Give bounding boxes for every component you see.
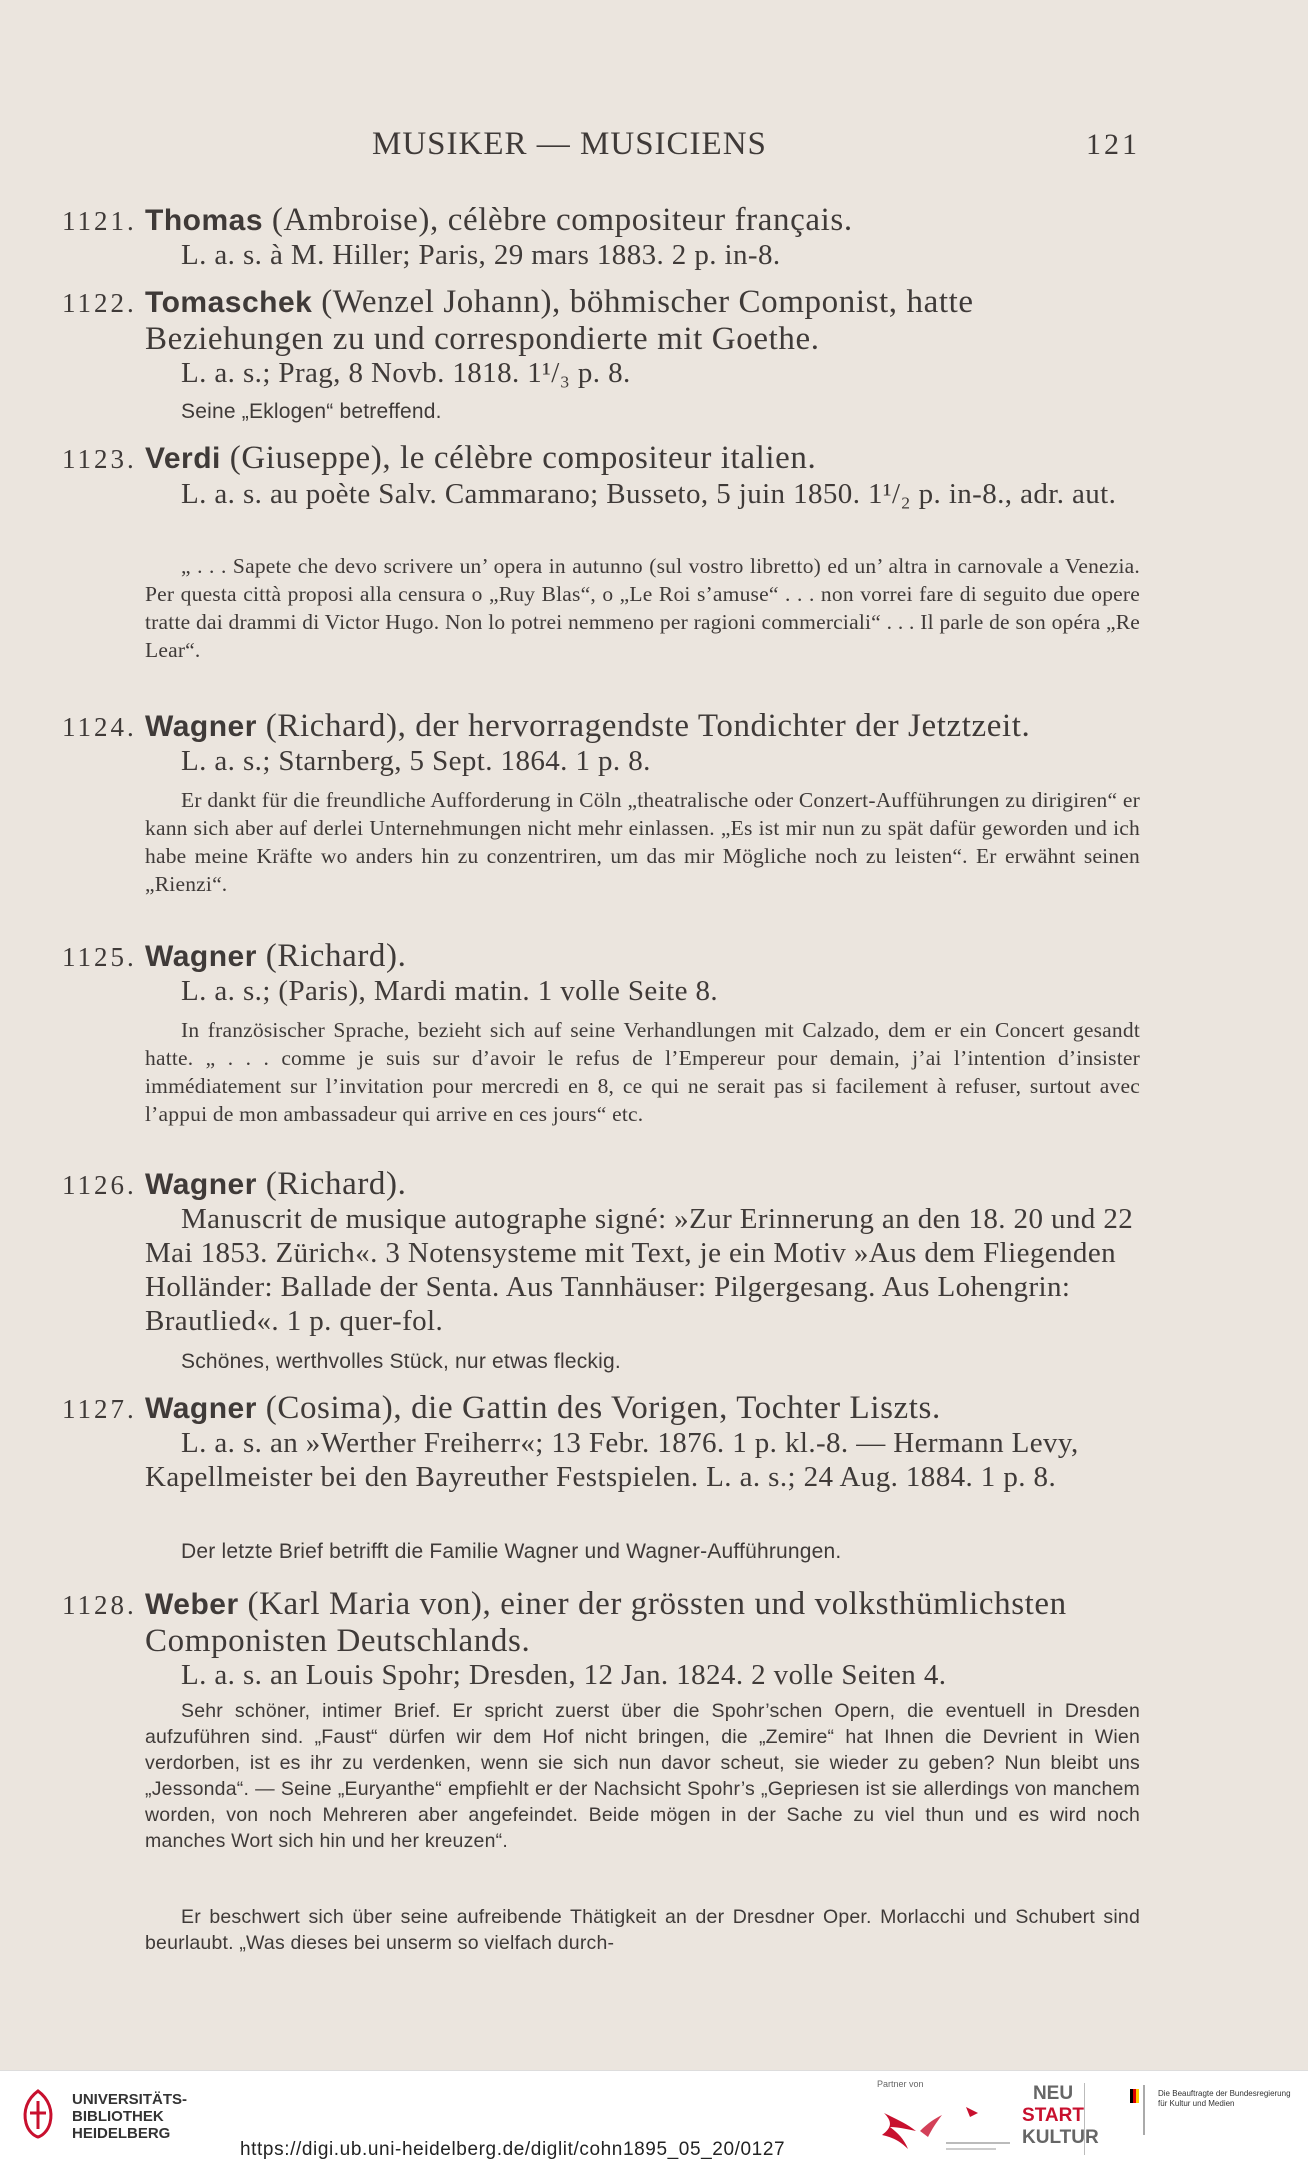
entry-note-continued: Er beschwert sich über seine aufreibende Thätigkeit an der Dresdner Oper. Morlacchi und Schubert sind beurlaubt. „Was dieses bei unserm so vielfach durch- <box>145 1906 1140 1954</box>
entry-heading <box>145 1166 1140 1203</box>
entry-description: L. a. s. à M. Hiller; Paris, 29 mars 1883. 2 p. in-8. <box>181 239 781 271</box>
entry-heading-text: (Cosima), die Gattin des Vorigen, Tochter Liszts. <box>256 1390 941 1426</box>
entry-number: 1121. <box>62 206 137 236</box>
entry-number: 1124. <box>62 712 137 742</box>
entry-description: L. a. s.; Prag, 8 Novb. 1818. 1¹/₃ p. 8. <box>181 357 631 389</box>
entry-number: 1126. <box>62 1170 137 1200</box>
entry-heading <box>145 938 1140 975</box>
library-name-line: UNIVERSITÄTS- <box>72 2091 188 2108</box>
entry-name: Weber <box>145 1588 239 1621</box>
neustart-kultur-logo[interactable] <box>1022 2083 1099 2155</box>
entry-description: L. a. s.; (Paris), Mardi matin. 1 volle Seite 8. <box>181 975 719 1007</box>
bkm-name <box>1158 2089 1291 2109</box>
entry-number: 1125. <box>62 942 137 972</box>
library-name[interactable] <box>72 2091 187 2142</box>
entry-name: Wagner <box>145 1392 257 1425</box>
bkm-name-line: für Kultur und Medien <box>1158 2099 1235 2108</box>
university-seal-icon <box>18 2089 58 2139</box>
entry-number: 1127. <box>62 1394 137 1424</box>
entry-heading-text: (Richard). <box>256 1166 407 1202</box>
entry-heading <box>145 1586 1140 1659</box>
entry-name: Verdi <box>145 442 221 475</box>
deutsche-digitale-bibliothek-logo-icon[interactable] <box>876 2093 1016 2155</box>
neustart-text: KULTUR <box>1022 2127 1099 2148</box>
entry-heading <box>145 1390 1140 1427</box>
bkm-name-line: Die Beauftragte der Bundesregierung <box>1158 2089 1291 2098</box>
entry-heading-text: (Karl Maria von), einer der grössten und volksthümlichsten Componisten Deutschlands. <box>145 1586 1067 1659</box>
entry-note: Sehr schöner, intimer Brief. Er spricht zuerst über die Spohr’schen Opern, die eventuell in Dresden aufzuführen sind. „Faust“ dürfen wir dem Hof nicht bringen, die „Zemire“ hat Ihnen die Devrient in Wien verdorben, ist es ihr zu verdenken, wenn sie sich nun davor scheut, sie wieder zu geben? Nun bleibt uns „Jessonda“. — Seine „Euryanthe“ empfiehlt er der Nachsicht Spohr’s „Gepriesen ist sie allerdings von manchem worden, von noch Mehreren aber angefeindet. Beide mögen in der Sache zu viel thun und es wird noch manches Wort sich hin und her kreuzen“. <box>145 1700 1140 1852</box>
entry-heading-text: (Richard). <box>256 938 407 974</box>
entry-description: Manuscrit de musique autographe signé: »Zur Erinnerung an den 18. 20 und 22 Mai 1853. Zürich«. 3 Notensysteme mit Text, je ein Motiv »Aus dem Fliegenden Holländer: Ballade der Senta. Aus Tannhäuser: Pilgergesang. Aus Lohengrin: Brautlied«. 1 p. quer-fol. <box>145 1203 1134 1337</box>
entry-heading-text: (Richard), der hervorragendste Tondichter der Jetztzeit. <box>256 708 1031 744</box>
entry-name: Wagner <box>145 940 257 973</box>
entry-name: Tomaschek <box>145 286 313 319</box>
federal-eagle-icon <box>1128 2085 1152 2135</box>
permalink[interactable]: https://digi.ub.uni-heidelberg.de/diglit/cohn1895_05_20/0127 <box>240 2139 786 2160</box>
entry-description: L. a. s. an »Werther Freiherr«; 13 Febr. 1876. 1 p. kl.-8. — Hermann Levy, Kapellmeister bei den Bayreuther Festspielen. L. a. s.; 24 Aug. 1884. 1 p. 8. <box>145 1427 1079 1493</box>
page-title: MUSIKER — MUSICIENS <box>372 126 767 162</box>
library-name-line: BIBLIOTHEK <box>72 2108 164 2125</box>
entry-heading <box>145 284 1140 357</box>
entry-heading-text: (Ambroise), célèbre compositeur français. <box>263 202 853 238</box>
entry-name: Thomas <box>145 204 264 237</box>
entry-description: L. a. s. an Louis Spohr; Dresden, 12 Jan. 1824. 2 volle Seiten 4. <box>181 1659 947 1691</box>
entry-note: In französischer Sprache, bezieht sich auf seine Verhandlungen mit Calzado, dem er ein Concert gesandt hatte. „ . . . comme je suis sur d’avoir le refus de l’Empereur pour demain, j’ai l’intention d’insister immédiatement sur l’invitation pour mercredi en 8, ce qui ne serait pas si facilement à refuser, surtout avec l’appui de mon ambassadeur qui arrive en ces jours“ etc. <box>145 1018 1140 1126</box>
entry-heading <box>145 440 1140 477</box>
entry-note: „ . . . Sapete che devo scrivere un’ opera in autunno (sul vostro libretto) ed un’ altra in carnovale a Venezia. Per questa città proposi alla censura o „Ruy Blas“, o „Le Roi s’amuse“ . . . non vorrei fare di seguito due opere tratte dai drammi di Victor Hugo. Non lo potrei nemmeno per ragioni commerciali“ . . . Il parle de son opéra „Re Lear“. <box>145 554 1140 662</box>
entry-note: Er dankt für die freundliche Aufforderung in Cöln „theatralische oder Conzert-Aufführungen zu dirigiren“ er kann sich aber auf derlei Unternehmungen nicht mehr einlassen. „Es ist mir nun zu spät dafür geworden und ich habe meine Kräfte wo anders hin zu conzentriren, um das mir Mögliche noch zu leisten“. Er erwähnt seinen „Rienzi“. <box>145 788 1140 896</box>
library-name-line: HEIDELBERG <box>72 2125 171 2142</box>
page-number: 121 <box>1086 128 1140 161</box>
entry-heading-text: (Giuseppe), le célèbre compositeur italien. <box>220 440 817 476</box>
entry-number: 1122. <box>62 288 137 318</box>
entry-note: Schönes, werthvolles Stück, nur etwas fleckig. <box>181 1350 621 1373</box>
entry-description: L. a. s. au poète Salv. Cammarano; Busseto, 5 juin 1850. 1¹/₂ p. in-8., adr. aut. <box>181 478 1117 510</box>
viewer-footer <box>0 2070 1308 2166</box>
entry-note: Seine „Eklogen“ betreffend. <box>181 400 442 423</box>
entry-heading-text: (Wenzel Johann), böhmischer Componist, hatte Beziehungen zu und correspondierte mit Goethe. <box>145 284 974 357</box>
partner-label: Partner von <box>877 2079 924 2089</box>
entry-name: Wagner <box>145 710 257 743</box>
bkm-logo[interactable] <box>1128 2085 1298 2145</box>
entry-description: L. a. s.; Starnberg, 5 Sept. 1864. 1 p. 8. <box>181 745 651 777</box>
neustart-text: START <box>1022 2105 1084 2126</box>
entry-note: Der letzte Brief betrifft die Familie Wagner und Wagner-Aufführungen. <box>181 1540 842 1563</box>
entry-heading <box>145 708 1140 745</box>
neustart-text: NEU <box>1032 2083 1074 2104</box>
entry-number: 1123. <box>62 444 137 474</box>
running-head <box>0 126 1308 166</box>
entry-name: Wagner <box>145 1168 257 1201</box>
entry-number: 1128. <box>62 1590 137 1620</box>
entry-heading <box>145 202 1140 239</box>
